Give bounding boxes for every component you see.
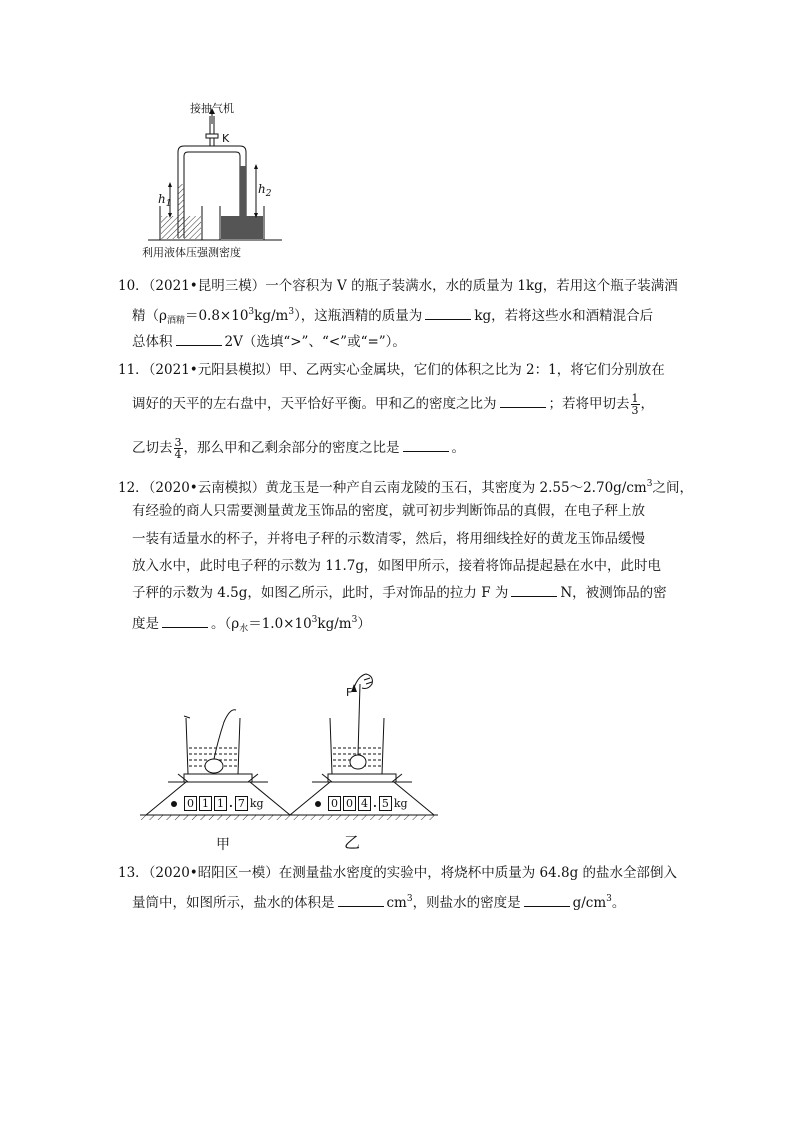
h1-label: $h_1$ bbox=[158, 192, 172, 209]
display-digit: 1 bbox=[199, 796, 212, 811]
answer-blank[interactable] bbox=[338, 894, 384, 907]
valve-label: K bbox=[222, 132, 230, 145]
display-digit: 1 bbox=[214, 796, 227, 811]
q12-line3: 一装有适量水的杯子，并将电子秤的示数清零，然后，将用细线拴好的黄龙玉饰品缓慢 bbox=[132, 531, 645, 547]
q11-line3: 乙切去 $\frac{3}{4}$ ，那么甲和乙剩余部分的密度之比是 。 bbox=[132, 436, 465, 461]
display-digit: 0 bbox=[328, 796, 341, 811]
fraction-three-quarters: $\frac{3}{4}$ bbox=[174, 436, 182, 461]
answer-blank[interactable] bbox=[176, 333, 222, 346]
answer-blank[interactable] bbox=[162, 615, 208, 628]
q10-line3: 总体积 2V（选填“>”、“<”或“=”）。 bbox=[132, 334, 406, 350]
q11-line1: 11．（2021•元阳县模拟）甲、乙两实心金属块，它们的体积之比为 2：1，将它们分别放在 bbox=[118, 362, 665, 378]
fraction-one-third: $\frac{1}{3}$ bbox=[631, 392, 639, 417]
q10-line1: 10．（2021•昆明三模）一个容积为 V 的瓶子装满水，水的质量为 1kg，若用这个瓶子装满酒 bbox=[118, 278, 678, 294]
figure-caption-jia: 甲 bbox=[216, 837, 230, 853]
scale-display-right bbox=[328, 796, 408, 811]
q12-line6: 度是 。$(\rho_水=1.0\times 10^3kg/m^3)$ bbox=[132, 615, 371, 634]
q10-line2: 精$(\rho_{酒精}=0.8\times 10^3kg/m^3)$，这瓶酒精的质量为 kg，若将这些水和酒精混合后 bbox=[132, 307, 654, 326]
answer-blank[interactable] bbox=[511, 584, 557, 597]
answer-blank[interactable] bbox=[425, 307, 471, 320]
q12-line4: 放入水中，此时电子秤的示数为 11.7g，如图甲所示，接着将饰品提起悬在水中，此时电 bbox=[132, 558, 661, 574]
decimal-point: . bbox=[229, 797, 233, 810]
display-digit: 0 bbox=[343, 796, 356, 811]
display-unit: kg bbox=[249, 797, 264, 810]
figure1-caption: 利用液体压强测密度 bbox=[142, 246, 241, 259]
q12-line2: 有经验的商人只需要测量黄龙玉饰品的密度，就可初步判断饰品的真假，在电子秤上放 bbox=[132, 503, 645, 519]
figure-scales bbox=[138, 670, 443, 860]
answer-blank[interactable] bbox=[403, 439, 449, 452]
h2-label: $h_2$ bbox=[258, 182, 272, 199]
answer-blank[interactable] bbox=[524, 894, 570, 907]
apparatus-drawing bbox=[140, 96, 290, 266]
q13-line2: 量筒中，如图所示，盐水的体积是 $cm^3$，则盐水的密度是 $g/cm^3$。 bbox=[132, 894, 626, 911]
q12-line1: 12．（2020•云南模拟）黄龙玉是一种产自云南龙陵的玉石，其密度为 $2.55\sim 2.70g/cm^3$之间， bbox=[118, 479, 693, 496]
force-label: F bbox=[346, 686, 353, 699]
scale-display-left bbox=[184, 796, 264, 811]
answer-blank[interactable] bbox=[500, 395, 546, 408]
figure-liquid-pressure bbox=[140, 96, 290, 266]
pump-label: 接抽气机 bbox=[190, 102, 234, 115]
display-digit: 0 bbox=[184, 796, 197, 811]
display-unit: kg bbox=[393, 797, 408, 810]
q11-line2: 调好的天平的左右盘中，天平恰好平衡。甲和乙的密度之比为 ；若将甲切去 $\frac{1}{3}$ ， bbox=[132, 392, 654, 417]
display-digit: 7 bbox=[235, 796, 248, 811]
decimal-point: . bbox=[373, 797, 377, 810]
figure-caption-yi: 乙 bbox=[344, 833, 361, 852]
display-digit: 5 bbox=[379, 796, 392, 811]
display-digit: 4 bbox=[358, 796, 371, 811]
q13-line1: 13．（2020•昭阳区一模）在测量盐水密度的实验中，将烧杯中质量为 64.8g 的盐水全部倒入 bbox=[118, 865, 678, 881]
q12-line5: 子秤的示数为 4.5g，如图乙所示，此时，手对饰品的拉力 F 为 N，被测饰品的密 bbox=[132, 585, 667, 601]
